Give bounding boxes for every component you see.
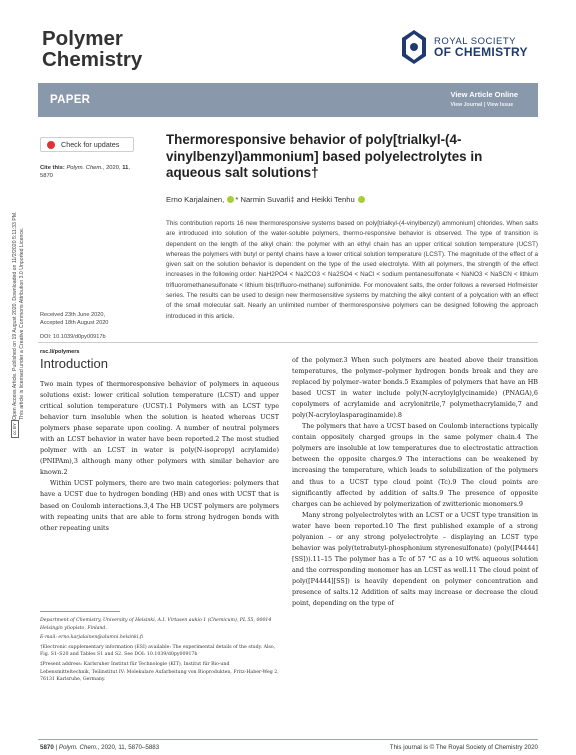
- rsc-crest-icon: [402, 30, 426, 64]
- body-column-right: [292, 355, 538, 609]
- article-type-label: PAPER: [50, 94, 91, 106]
- footer-rule: [38, 739, 538, 740]
- cite-journal: Polym. Chem.: [66, 165, 103, 171]
- section-heading-introduction: Introduction: [40, 356, 108, 371]
- cite-pages: , 5870: [40, 165, 130, 179]
- paragraph: of the polymer.3 When such polymers are heated above their transition temperatures, the polymer–polymer hydrogen bonds break and they are replaced by polymer–water bonds.5 Examples of polymers that have an HB based UCST in water include poly(N-acryloylglycinamide) (PNAGA),6 copolymers of acrylamide and acrylonitrile,7 polymethacrylamide,7 and poly(N-acryloylasparaginamide).8: [292, 356, 538, 420]
- article-history: [40, 311, 140, 356]
- footnotes: [40, 617, 279, 686]
- page-number: 5870: [40, 744, 54, 751]
- paragraph: The polymers that have a UCST based on Coulomb interactions typically contain oppositely charged groups in the same polymer chain.4 The polymers are insoluble at low temperatures due to electrostatic attraction between the opposite charges.9 The interactions can be weakened by increasing the temperature, which leads to solubilization of the polymers and thus to a UCST type cloud point (Tc).9 The cloud points are significantly affected by addition of salts.9 The presence of opposite charges can be achieved by polymerization of zwitterionic monomers.9: [292, 422, 538, 508]
- journal-title: [42, 28, 142, 70]
- accepted-date: Accepted 18th August 2020: [40, 320, 109, 327]
- received-date: Received 23th June 2020,: [40, 312, 105, 318]
- open-access-notice: [4, 160, 30, 420]
- citation: [40, 164, 135, 180]
- article-title: Thermoresponsive behavior of poly[trialkyl-(4-vinylbenzyl)ammonium] based polyelectrolytes in aqueous salt solutions†: [166, 132, 483, 180]
- view-article-online-link[interactable]: View Article Online: [450, 90, 518, 99]
- esi-note: †Electronic supplementary information (ESI) available: The experimental details of the study. Also, Fig. S1–S20 and Tables S1 and S2. See DOI: 10.1039/d0py00917b: [40, 644, 276, 658]
- cc-license-icon[interactable]: cc BY: [11, 420, 19, 438]
- paragraph: Within UCST polymers, there are two main categories: polymers that have a UCST due to hydrogen bonding (HB) and ones with UCST that is based on Coulomb interactions.3,4 The HB UCST polymers are polymers with repeating units that are able to form strong hydrogen bonds with other repeating units: [40, 479, 279, 532]
- paragraph: Two main types of thermoresponsive behavior of polymers in aqueous solutions exist: lower critical solution temperature (LCST) and upper critical solution temperature (UCST).1 Polymers with an LCST type behavior turn insoluble when the solution is heated whereas UCST polymers phase separate upon cooling. A number of neutral polymers with an LCST behavior in water have been reported.2 The most studied polymer with an LCST in water is poly(N-isopropyl acrylamide) (PNIPAm),3 although many other polymers with similar behavior are known.2: [40, 380, 279, 477]
- open-access-line2[interactable]: This article is licensed under a Creative Commons Attribution 3.0 Unported Licence.: [19, 227, 25, 420]
- check-updates-icon: [47, 141, 55, 149]
- view-online-links: [450, 90, 518, 108]
- present-address-note: ‡Present address: Karlsruher Institut für Technologie (KIT), Institut für Bio-und Lebensmitteltechnik, Teilinstitut IV: Molekulare Aufarbeitung von Bioprodukten, Fritz-Haber-Weg 2, 76131 Karlsruhe, Germany.: [40, 661, 279, 683]
- view-journal-issue-links[interactable]: View Journal | View Issue: [450, 102, 514, 108]
- publisher-line1: ROYAL SOCIETY: [434, 36, 516, 47]
- journal-link[interactable]: rsc.li/polymers: [40, 348, 80, 355]
- affiliation: Department of Chemistry, University of Helsinki, A.I. Virtasen aukio 1 (Chemicum), PL 55, 00014 Helsingin yliopisto, Finland.: [40, 618, 272, 631]
- open-access-line1: Open Access Article. Published on 19 August 2020. Downloaded on 11/2/2020 5:11:33 PM.: [12, 211, 18, 420]
- journal-title-line1: Polymer: [42, 27, 123, 50]
- author-others[interactable]: * Narmin Suvarli‡ and Heikki Tenhu: [235, 195, 355, 204]
- body-column-left: [40, 379, 279, 534]
- check-for-updates-button[interactable]: [40, 137, 134, 152]
- cite-label: Cite this:: [40, 165, 65, 171]
- author-karjalainen[interactable]: Erno Karjalainen,: [166, 195, 225, 204]
- cite-year: , 2020,: [102, 165, 123, 171]
- email[interactable]: E-mail: erno.karjalainen@alumni.helsinki.fi: [40, 635, 144, 641]
- footnote-rule: [40, 611, 120, 612]
- publisher-logo[interactable]: [402, 30, 528, 64]
- page-footer-left: 5870 | Polym. Chem., 2020, 11, 5870–5883: [40, 744, 160, 751]
- orcid-icon[interactable]: [358, 196, 365, 203]
- orcid-icon[interactable]: [227, 196, 234, 203]
- footer-journal: Polym. Chem.: [58, 744, 98, 751]
- paragraph: Many strong polyelectrolytes with an LCST or a UCST type transition in water have been reported.10 The first published example of a strong polyanion – or any strong polyelectrolyte – displaying an LCST type behavior was poly(tetrabutyl-phosphonium styrenesulfonate) (poly([P4444][SS])).11–15 The polymer has a Tc of 57 °C as a 10 wt% aqueous solution and the corresponding monomer has an LCST as well.11 The cloud point of poly([P4444][SS]) is heavily dependent on polymer concentration and presence of salts.12 Addition of salts may increase or decrease the cloud point, depending on the type of: [292, 510, 538, 608]
- doi[interactable]: DOI: 10.1039/d0py00917b: [40, 334, 106, 341]
- abstract: This contribution reports 16 new thermoresponsive systems based on poly[trialkyl-(4-vinylbenzyl) ammonium] chlorides. When salts are introduced into solution of the water-soluble polymers, thermo-responsive behavior is observed. The type of transition is dependent on the length of the alkyl chain: the polymer with an ethyl chain has an upper critical solution temperature (UCST) whereas the polymers with butyl or pentyl chains have a lower critical solution temperature (LCST). The magnitude of the effect of a given salt on the solution behavior is dependent on the type of the used electrolyte. With all polymers, the strength of the effect increases in the following order: NaH2PO4 < Na2CO3 < Na2SO4 < NaCl < sodium pentanesulfonate < NaNO3 < NaSCN < lithium trifluoromethanesulfonate < lithium bis(trifluoro-methane) sulfonimide. For monovalent salts, the order follows a reversed Hofmeister series. The results can be used to design new thermosensitive systems by matching the alkyl content of a polycation with an effect of the small molecular salt. Nearly an unlimited number of thermoresponsive polymers can be designed following the approach introduced in this article.: [166, 220, 538, 320]
- page-footer-right: This journal is © The Royal Society of Chemistry 2020: [389, 744, 538, 751]
- publisher-line2: OF CHEMISTRY: [434, 45, 528, 59]
- check-updates-label: Check for updates: [61, 140, 120, 149]
- article-type-banner: [38, 83, 538, 117]
- journal-title-line2: Chemistry: [42, 48, 143, 71]
- footer-volume: , 2020, 11, 5870–5883: [97, 744, 160, 751]
- header-divider: [38, 342, 538, 343]
- cite-volume: 11: [122, 165, 129, 171]
- author-list: [166, 195, 366, 204]
